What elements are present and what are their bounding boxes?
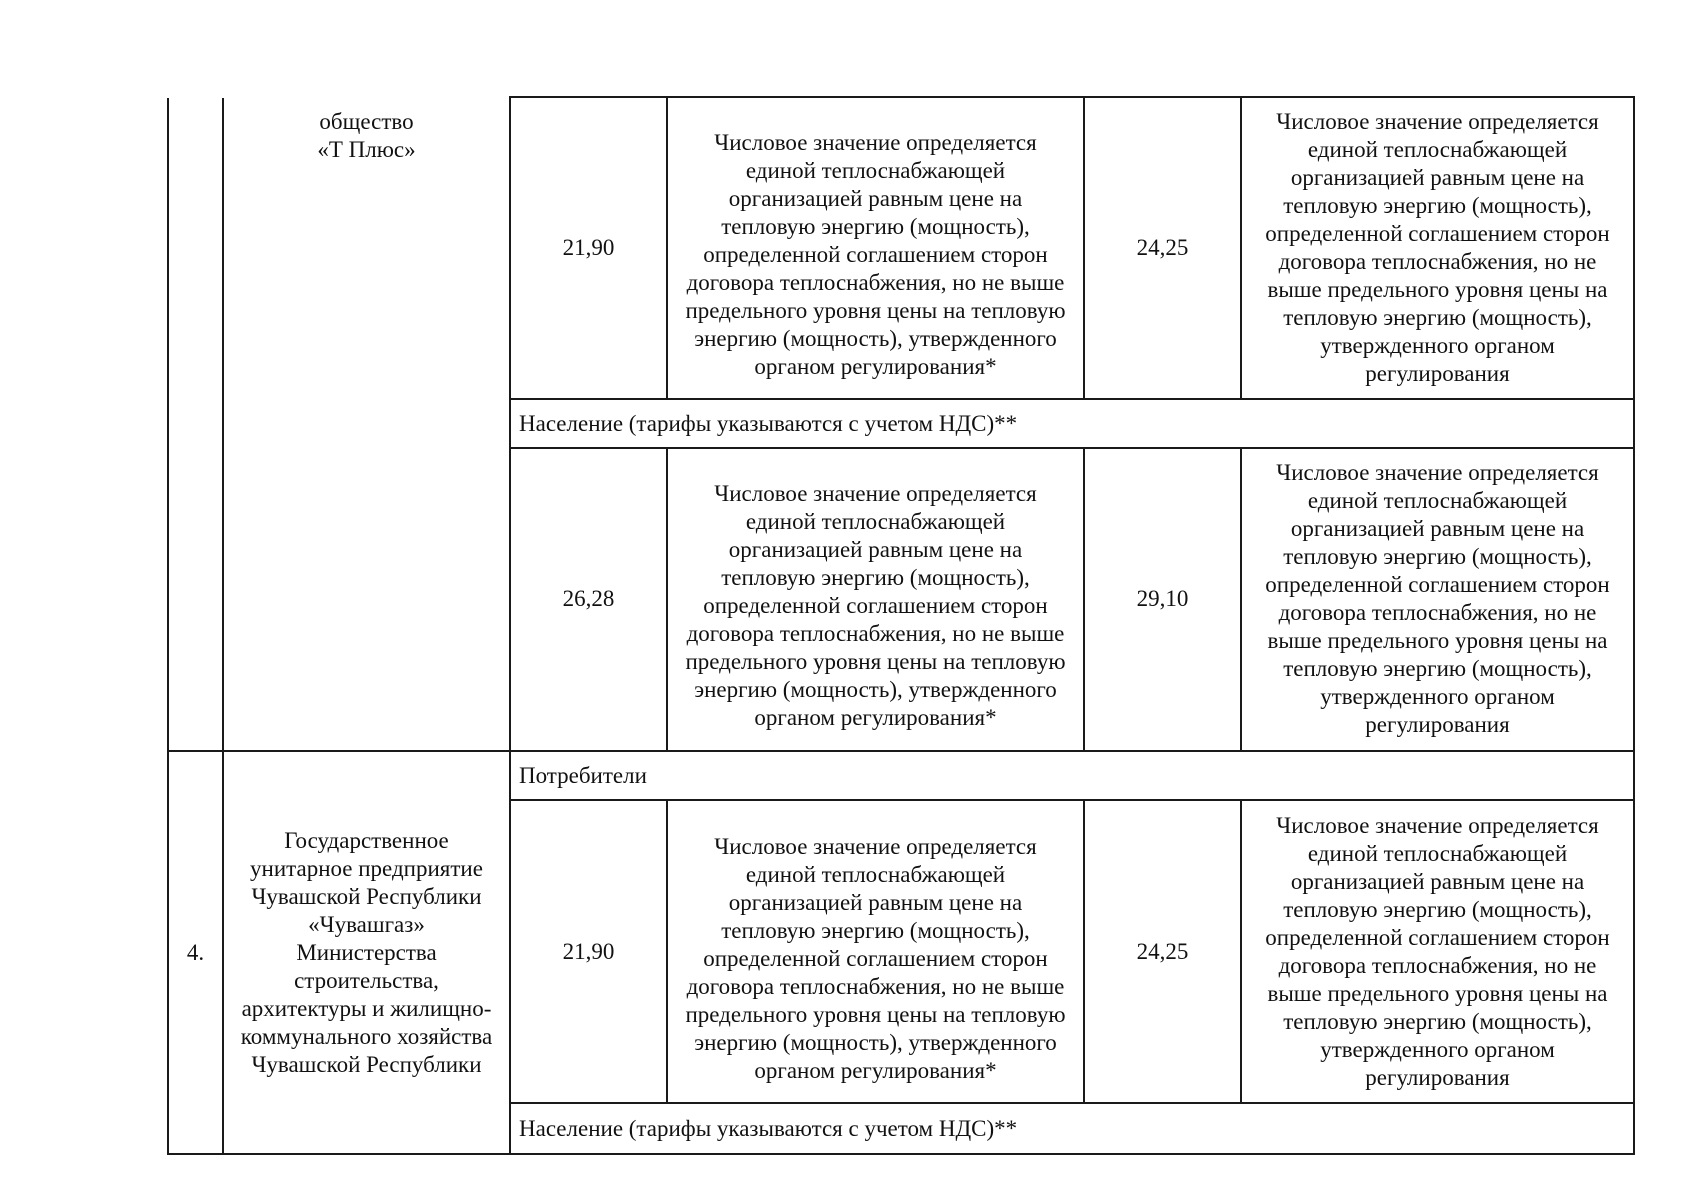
org-name: Государственное унитарное предприятие Чувашской Республики «Чувашгаз» Министерства строительства, архитектуры и жилищно- коммунального хозяйства Чувашской Республики: [240, 827, 493, 1077]
org4-population-header: [511, 1104, 1633, 1153]
section-header: Потребители: [519, 762, 647, 788]
tariff-text: Числовое значение определяется единой теплоснабжающей организацией равным цене на тепловую энергию (мощность), определенной соглашением сторон договора теплоснабжения, но не выше предельного уровня цены на тепловую энергию (мощность), утвержденного органом регулирования: [1265, 109, 1610, 386]
org4-consumers-header: [511, 752, 1633, 799]
org4-row1-text2: [1242, 801, 1633, 1102]
tariff-value: 21,90: [562, 235, 615, 260]
tariff-value: 21,90: [562, 938, 615, 964]
org3-population-header: [511, 400, 1633, 447]
tariff-text: Числовое значение определяется единой теплоснабжающей организацией равным цене на тепловую энергию (мощность), определенной соглашением сторон договора теплоснабжения, но не выше предельного уровня цены на тепловую энергию (мощность), утвержденного органом регулирования: [1265, 460, 1610, 737]
tariff-value: 26,28: [562, 586, 615, 611]
org-name: общество «Т Плюс»: [317, 109, 416, 162]
tariff-text: Числовое значение определяется единой теплоснабжающей организацией равным цене на тепловую энергию (мощность), определенной соглашением сторон договора теплоснабжения, но не выше предельного уровня цены на тепловую энергию (мощность), утвержденного органом регулирования*: [685, 481, 1066, 730]
org3-row2-value1: [511, 449, 666, 749]
org3-row2-text1: [668, 463, 1083, 749]
org4-row1-value1: [511, 801, 666, 1102]
org3-row1-text1: [668, 112, 1083, 398]
tariff-value: 29,10: [1136, 586, 1189, 611]
org3-row1-value1: [511, 98, 666, 398]
org4-row1-text1: [668, 815, 1083, 1102]
tariff-text: Числовое значение определяется единой теплоснабжающей организацией равным цене на тепловую энергию (мощность), определенной соглашением сторон договора теплоснабжения, но не выше предельного уровня цены на тепловую энергию (мощность), утвержденного органом регулирования*: [685, 130, 1066, 379]
row-number: 4.: [186, 939, 205, 965]
table-border: [167, 1153, 1635, 1155]
org3-row2-text2: [1242, 449, 1633, 749]
org4-row1-value2: [1085, 801, 1240, 1102]
org3-name-cell: [224, 108, 509, 168]
table-border: [1633, 96, 1635, 1155]
org4-name-cell: [224, 752, 509, 1153]
tariff-text: Числовое значение определяется единой теплоснабжающей организацией равным цене на тепловую энергию (мощность), определенной соглашением сторон договора теплоснабжения, но не выше предельного уровня цены на тепловую энергию (мощность), утвержденного органом регулирования*: [685, 833, 1066, 1083]
tariff-value: 24,25: [1136, 938, 1189, 964]
org3-row2-value2: [1085, 449, 1240, 749]
section-header: Население (тарифы указываются с учетом НДС)**: [519, 1115, 1018, 1141]
tariff-text: Числовое значение определяется единой теплоснабжающей организацией равным цене на тепловую энергию (мощность), определенной соглашением сторон договора теплоснабжения, но не выше предельного уровня цены на тепловую энергию (мощность), утвержденного органом регулирования: [1265, 812, 1610, 1090]
org3-row1-value2: [1085, 98, 1240, 398]
org3-row1-text2: [1242, 98, 1633, 398]
tariff-value: 24,25: [1136, 235, 1189, 260]
section-header: Население (тарифы указываются с учетом НДС)**: [519, 410, 1018, 436]
org4-number-cell: [169, 752, 222, 1153]
